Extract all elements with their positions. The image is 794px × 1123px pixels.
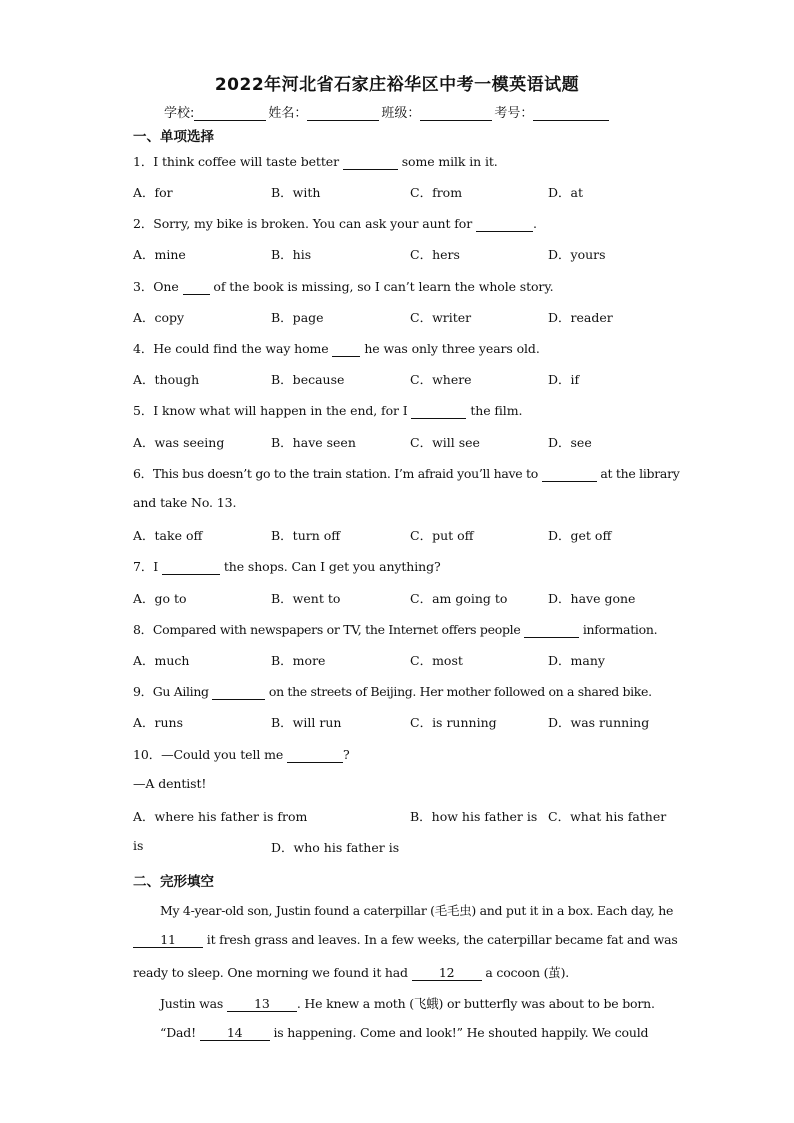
option-b: B．have seen	[271, 435, 356, 450]
school-blank	[194, 108, 266, 121]
option-a: A．copy	[133, 310, 185, 325]
option-b: B．with	[271, 185, 321, 200]
stem-text: 1．I think coffee will taste better	[133, 154, 343, 169]
name-label: 姓名：	[268, 106, 308, 121]
stem-text: the shops. Can I get you anything?	[219, 559, 441, 574]
option-c: C．will see	[410, 435, 480, 450]
cloze-blank-13: 13	[227, 996, 297, 1012]
option-b: B．will run	[271, 715, 342, 730]
option-b: B．how his father is	[410, 809, 538, 824]
stem-text: 3．One	[133, 279, 183, 294]
answer-blank	[476, 219, 533, 232]
section-heading-single-choice: 一、单项选择	[133, 129, 214, 145]
class-blank	[420, 108, 492, 121]
option-b: B．more	[271, 653, 326, 668]
stem-text: 8．Compared with newspapers or TV, the Internet offers people	[133, 622, 525, 637]
option-b: B．went to	[271, 591, 341, 606]
option-d: D．was running	[548, 715, 650, 730]
option-c-continued: is	[133, 838, 144, 853]
cloze-text: ready to sleep. One morning we found it had	[133, 965, 412, 980]
option-d: D．many	[548, 653, 605, 668]
option-d: D．get off	[548, 528, 612, 543]
option-a: A．was seeing	[133, 435, 225, 450]
student-info-line	[164, 102, 611, 121]
cloze-paragraph-line	[160, 1025, 648, 1041]
question-stem	[133, 152, 498, 170]
cloze-paragraph-line	[133, 963, 569, 981]
cloze-text: a cocoon (茧).	[481, 965, 570, 980]
option-d: D．yours	[548, 247, 606, 262]
stem-text: 5．I know what will happen in the end, for I	[133, 403, 412, 418]
option-c: C．hers	[410, 247, 460, 262]
question-stem	[133, 277, 554, 295]
option-a: A．for	[133, 185, 173, 200]
stem-text: information.	[579, 622, 658, 637]
question-stem	[133, 620, 657, 638]
stem-text: he was only three years old.	[360, 341, 540, 356]
option-a: A．mine	[133, 247, 186, 262]
class-label: 班级：	[381, 106, 421, 121]
option-b: B．turn off	[271, 528, 341, 543]
option-b: B．because	[271, 372, 345, 387]
option-d: D．who his father is	[271, 840, 400, 855]
option-c: C．what his father	[548, 809, 667, 824]
option-b: B．page	[271, 310, 324, 325]
option-a: A．where his father is from	[133, 809, 308, 824]
stem-text: .	[532, 216, 537, 231]
answer-blank	[524, 625, 579, 638]
stem-text: some milk in it.	[397, 154, 498, 169]
option-c: C．put off	[410, 528, 474, 543]
section-heading-cloze: 二、完形填空	[133, 874, 214, 890]
school-label: 学校:	[164, 106, 195, 121]
answer-blank	[343, 157, 398, 170]
stem-text: 10．—Could you tell me	[133, 747, 288, 762]
option-a: A．runs	[133, 715, 184, 730]
option-a: A．though	[133, 372, 200, 387]
answer-blank	[542, 469, 597, 482]
option-c: C．from	[410, 185, 463, 200]
stem-text: 2．Sorry, my bike is broken. You can ask your aunt for	[133, 216, 476, 231]
stem-text: of the book is missing, so I can’t learn the whole story.	[209, 279, 554, 294]
name-blank	[307, 108, 379, 121]
cloze-blank-11: 11	[133, 932, 203, 948]
option-c: C．am going to	[410, 591, 508, 606]
question-stem-continued: and take No. 13.	[133, 495, 237, 510]
stem-text: the film.	[466, 403, 523, 418]
option-c: C．where	[410, 372, 472, 387]
option-d: D．if	[548, 372, 580, 387]
question-stem	[133, 557, 441, 575]
question-stem	[133, 214, 537, 232]
page-title: 2022年河北省石家庄裕华区中考一模英语试题	[214, 75, 580, 95]
cloze-text: it fresh grass and leaves. In a few weeks, the caterpillar became fat and was	[203, 932, 678, 947]
exam-no-blank	[533, 108, 609, 121]
cloze-blank-12: 12	[412, 965, 482, 981]
stem-text: 9．Gu Ailing	[133, 684, 213, 699]
stem-text: ?	[343, 747, 350, 762]
cloze-blank-14: 14	[200, 1025, 270, 1041]
cloze-paragraph-line	[133, 932, 678, 948]
cloze-text: is happening. Come and look!” He shouted happily. We could	[269, 1025, 649, 1040]
answer-blank	[411, 406, 466, 419]
stem-text: 6．This bus doesn’t go to the train station. I’m afraid you’ll have to	[133, 466, 542, 481]
option-d: D．have gone	[548, 591, 636, 606]
question-stem	[133, 401, 522, 419]
question-stem	[133, 464, 680, 482]
stem-text: at the library	[596, 466, 680, 481]
answer-blank	[287, 750, 343, 763]
answer-blank	[212, 687, 265, 700]
option-d: D．see	[548, 435, 592, 450]
option-c: C．writer	[410, 310, 472, 325]
option-b: B．his	[271, 247, 312, 262]
stem-text: 7．I	[133, 559, 162, 574]
option-a: A．take off	[133, 528, 203, 543]
answer-blank	[183, 282, 210, 295]
question-stem	[133, 745, 350, 763]
cloze-paragraph-line: My 4-year-old son, Justin found a caterpillar (毛毛虫) and put it in a box. Each day, he	[160, 903, 674, 918]
option-a: A．much	[133, 653, 190, 668]
cloze-paragraph-line	[160, 994, 655, 1012]
question-stem	[133, 682, 652, 700]
option-c: C．is running	[410, 715, 497, 730]
cloze-text: . He knew a moth (飞蛾) or butterfly was about to be born.	[296, 996, 655, 1011]
option-d: D．at	[548, 185, 583, 200]
question-stem	[133, 339, 540, 357]
option-d: D．reader	[548, 310, 613, 325]
stem-text: on the streets of Beijing. Her mother followed on a shared bike.	[265, 684, 652, 699]
answer-blank	[162, 562, 220, 575]
exam-no-label: 考号：	[494, 106, 534, 121]
stem-text: 4．He could find the way home	[133, 341, 333, 356]
option-c: C．most	[410, 653, 463, 668]
option-a: A．go to	[133, 591, 187, 606]
answer-blank	[332, 344, 360, 357]
cloze-text: “Dad!	[160, 1025, 200, 1040]
dialogue-reply: —A dentist!	[133, 776, 207, 791]
cloze-text: Justin was	[160, 996, 227, 1011]
